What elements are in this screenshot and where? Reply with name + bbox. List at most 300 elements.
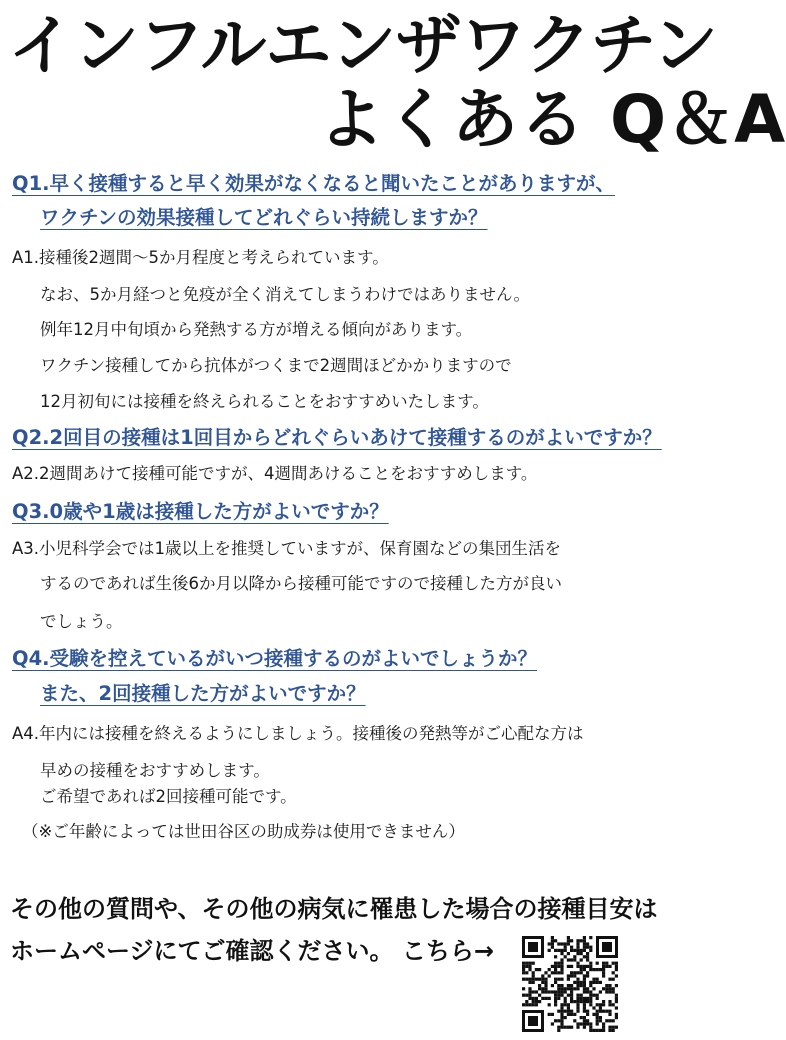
qr-module (586, 1013, 589, 1016)
qr-module (599, 1006, 602, 1009)
qr-module (592, 1013, 595, 1016)
qr-module (580, 965, 583, 968)
qr-module (580, 1000, 583, 1003)
qr-module (576, 962, 579, 965)
qr-module (589, 1003, 592, 1006)
qr-module (592, 968, 595, 971)
qr-module (596, 1022, 599, 1025)
qr-module (564, 990, 567, 993)
qr-module (586, 965, 589, 968)
qr-module (557, 965, 560, 968)
qr-module (528, 994, 531, 997)
qr-module (596, 994, 599, 997)
qr-module (573, 1013, 576, 1016)
qr-module (567, 978, 570, 981)
qr-module (580, 968, 583, 971)
qr-module (592, 981, 595, 984)
qr-module (573, 987, 576, 990)
qr-module (573, 949, 576, 952)
qr-module (583, 981, 586, 984)
qr-module (570, 1010, 573, 1013)
qr-module (570, 939, 573, 942)
qr-module (567, 952, 570, 955)
qr-module (567, 965, 570, 968)
qr-module (541, 997, 544, 1000)
qr-module (564, 1010, 567, 1013)
qr-module (538, 987, 541, 990)
qr-module (589, 1026, 592, 1029)
qr-module (602, 1026, 605, 1029)
qr-module (554, 939, 557, 942)
qr-module (554, 1000, 557, 1003)
qr-module (589, 984, 592, 987)
qr-module (525, 994, 528, 997)
qr-module (551, 936, 554, 939)
qr-module (596, 1013, 599, 1016)
qr-module (528, 997, 531, 1000)
qr-module (586, 942, 589, 945)
qr-module (580, 1016, 583, 1019)
qr-module (522, 965, 525, 968)
qr-module (535, 1000, 538, 1003)
qr-module (567, 1010, 570, 1013)
qr-module (583, 1006, 586, 1009)
qr-module (554, 962, 557, 965)
qr-module (560, 971, 563, 974)
qr-module (532, 981, 535, 984)
qr-module (528, 962, 531, 965)
qr-module (532, 971, 535, 974)
qr-module (528, 1003, 531, 1006)
qr-module (602, 974, 605, 977)
qr-module (557, 1026, 560, 1029)
qr-module (548, 942, 551, 945)
qr-module (551, 965, 554, 968)
qr-module (580, 971, 583, 974)
qr-module (560, 968, 563, 971)
qr-module (532, 997, 535, 1000)
qr-module (544, 971, 547, 974)
qr-module (602, 1029, 605, 1032)
qr-module (560, 978, 563, 981)
qr-module (599, 1029, 602, 1032)
qr-module (583, 1016, 586, 1019)
qr-module (554, 949, 557, 952)
qr-module (605, 990, 608, 993)
qr-module (576, 997, 579, 1000)
qr-module (544, 987, 547, 990)
qr-module (583, 990, 586, 993)
qr-module (528, 968, 531, 971)
qr-module (576, 946, 579, 949)
qr-module (608, 978, 611, 981)
qr-module (576, 965, 579, 968)
qr-module (548, 990, 551, 993)
qr-module (525, 965, 528, 968)
qr-module (525, 971, 528, 974)
qr-module (608, 1003, 611, 1006)
qr-module (554, 1003, 557, 1006)
qr-module (548, 1013, 551, 1016)
qr-module (605, 1019, 608, 1022)
qr-module (586, 1022, 589, 1025)
qr-module (576, 994, 579, 997)
qr-module (586, 971, 589, 974)
qr-module (557, 942, 560, 945)
qr-module (586, 955, 589, 958)
qr-module (551, 939, 554, 942)
qr-module (589, 981, 592, 984)
qr-module (608, 965, 611, 968)
qr-module (608, 1029, 611, 1032)
qr-module (576, 1000, 579, 1003)
qr-module (580, 958, 583, 961)
qr-module (580, 1022, 583, 1025)
qr-module (615, 994, 618, 997)
qr-module (557, 978, 560, 981)
qr-module (557, 994, 560, 997)
qr-module (548, 1003, 551, 1006)
qr-module (538, 984, 541, 987)
qr-module (583, 939, 586, 942)
qr-module (535, 1003, 538, 1006)
qr-module (557, 990, 560, 993)
qr-module (596, 978, 599, 981)
qr-module (576, 1010, 579, 1013)
page-subtitle: よくある Q＆A (318, 81, 786, 158)
qr-module (599, 990, 602, 993)
qr-module (589, 962, 592, 965)
qr-module (570, 1000, 573, 1003)
qr-module (605, 984, 608, 987)
qr-module (548, 968, 551, 971)
qr-module (583, 968, 586, 971)
qr-module (548, 974, 551, 977)
qr-module (570, 990, 573, 993)
answer-4-line-3: ご希望であれば2回接種可能です。 (40, 787, 297, 806)
qr-module (583, 984, 586, 987)
qr-module (570, 987, 573, 990)
qr-module (564, 1000, 567, 1003)
qr-module (541, 974, 544, 977)
qr-module (573, 1019, 576, 1022)
qr-module (580, 984, 583, 987)
qr-module (612, 978, 615, 981)
qr-module (612, 987, 615, 990)
qr-module (592, 994, 595, 997)
qr-module (522, 978, 525, 981)
qr-module (583, 1003, 586, 1006)
qr-module (557, 962, 560, 965)
qr-module (528, 978, 531, 981)
qr-module (589, 968, 592, 971)
qr-module (580, 981, 583, 984)
qr-module (615, 1000, 618, 1003)
question-1-line-1: Q1.早く接種すると早く効果がなくなると聞いたことがありますが、 (12, 172, 616, 195)
answer-1-line-1: A1.接種後2週間〜5か月程度と考えられています。 (12, 248, 389, 267)
qr-module (551, 990, 554, 993)
qr-module (592, 1029, 595, 1032)
qr-module (589, 990, 592, 993)
answer-3-line-2: するのであれば生後6か月以降から接種可能ですので接種した方が良い (40, 574, 562, 593)
qr-module (554, 990, 557, 993)
qr-module (596, 1010, 599, 1013)
qr-module (560, 1010, 563, 1013)
question-3: Q3.0歳や1歳は接種した方がよいですか？ (12, 500, 389, 523)
qr-module (583, 949, 586, 952)
qr-module (528, 990, 531, 993)
qr-module (567, 942, 570, 945)
qr-module (525, 978, 528, 981)
qr-module (570, 997, 573, 1000)
qr-module (608, 987, 611, 990)
qr-module (576, 952, 579, 955)
qr-module (560, 994, 563, 997)
qr-module (602, 1010, 605, 1013)
answer-1-line-4: ワクチン接種してから抗体がつくまで2週間ほどかかりますので (40, 356, 512, 375)
qr-module (551, 1022, 554, 1025)
qr-module (612, 962, 615, 965)
qr-module (583, 936, 586, 939)
qr-module (592, 978, 595, 981)
qr-module (522, 971, 525, 974)
qr-module (576, 942, 579, 945)
qr-module (544, 990, 547, 993)
qr-module (586, 990, 589, 993)
qr-module (573, 981, 576, 984)
qr-module (570, 946, 573, 949)
qr-module (602, 1003, 605, 1006)
qr-module (573, 974, 576, 977)
qr-module (583, 946, 586, 949)
question-4-line-2: また、2回接種した方がよいですか？ (40, 682, 366, 705)
qr-module (560, 1026, 563, 1029)
qr-module (615, 962, 618, 965)
qr-module (570, 994, 573, 997)
qr-module (583, 1026, 586, 1029)
qr-module (580, 994, 583, 997)
qr-module (548, 949, 551, 952)
qr-module (560, 1016, 563, 1019)
qr-module (576, 987, 579, 990)
qr-module (608, 1013, 611, 1016)
question-4-line-1: Q4.受験を控えているがいつ接種するのがよいでしょうか？ (12, 647, 538, 670)
qr-module (532, 1003, 535, 1006)
qr-module (557, 1010, 560, 1013)
qr-module (532, 962, 535, 965)
qr-module (605, 962, 608, 965)
qr-module (589, 949, 592, 952)
qr-module (567, 958, 570, 961)
qr-module (580, 997, 583, 1000)
answer-3-line-3: でしょう。 (40, 612, 123, 631)
qr-module (589, 994, 592, 997)
qr-module (541, 978, 544, 981)
qr-module (583, 1000, 586, 1003)
qr-module (586, 958, 589, 961)
qr-module (567, 1006, 570, 1009)
qr-module (615, 974, 618, 977)
qr-module (596, 1003, 599, 1006)
qr-module (599, 1010, 602, 1013)
qr-module (564, 987, 567, 990)
qr-module (567, 1026, 570, 1029)
qr-module (564, 997, 567, 1000)
qr-module (589, 965, 592, 968)
qr-module (554, 968, 557, 971)
qr-finder-bottom-left (522, 1010, 544, 1032)
qr-module (560, 1019, 563, 1022)
qr-module (602, 1000, 605, 1003)
qr-module (541, 981, 544, 984)
qr-module (580, 952, 583, 955)
qr-module (554, 971, 557, 974)
qr-module (599, 1003, 602, 1006)
qr-module (576, 939, 579, 942)
qr-module (554, 981, 557, 984)
qr-module (532, 978, 535, 981)
qr-module (589, 997, 592, 1000)
qr-module (612, 1029, 615, 1032)
qr-module (544, 981, 547, 984)
qr-module (615, 965, 618, 968)
qr-module (560, 1003, 563, 1006)
qr-module (612, 990, 615, 993)
qr-module (583, 955, 586, 958)
qr-module (589, 936, 592, 939)
qr-module (583, 1022, 586, 1025)
qr-module (560, 958, 563, 961)
qr-module (567, 984, 570, 987)
qr-module (551, 984, 554, 987)
qr-module (525, 1000, 528, 1003)
footer-line-1: その他の質問や、その他の病気に罹患した場合の接種目安は (10, 895, 658, 923)
qr-module (576, 1026, 579, 1029)
qr-module (615, 1013, 618, 1016)
qr-module (576, 1006, 579, 1009)
qr-module (599, 1016, 602, 1019)
qr-module (589, 1022, 592, 1025)
qr-module (564, 955, 567, 958)
qr-module (599, 968, 602, 971)
qr-module (522, 962, 525, 965)
qr-module (570, 971, 573, 974)
qr-module (570, 958, 573, 961)
qr-module (580, 939, 583, 942)
qr-module (602, 1022, 605, 1025)
qr-module (535, 968, 538, 971)
qr-module (541, 990, 544, 993)
qr-module (586, 987, 589, 990)
qr-module (564, 946, 567, 949)
qr-module (522, 994, 525, 997)
qr-module (564, 1016, 567, 1019)
qr-module (560, 952, 563, 955)
answer-4-line-1: A4.年内には接種を終えるようにしましょう。接種後の発熱等がご心配な方は (12, 724, 584, 743)
qr-module (564, 1026, 567, 1029)
qr-module (583, 1010, 586, 1013)
subsidy-note: （※ご年齢によっては世田谷区の助成券は使用できません） (22, 822, 465, 841)
qr-module (554, 965, 557, 968)
qr-module (570, 984, 573, 987)
qr-module (525, 1003, 528, 1006)
qr-module (544, 984, 547, 987)
qr-module (548, 997, 551, 1000)
qr-module (570, 949, 573, 952)
answer-1-line-5: 12月初旬には接種を終えられることをおすすめいたします。 (40, 392, 489, 411)
qr-module (576, 1022, 579, 1025)
qr-finder-top-left (522, 936, 544, 958)
qr-module (554, 978, 557, 981)
qr-module (560, 990, 563, 993)
qr-module (528, 965, 531, 968)
qr-module (551, 971, 554, 974)
qr-module (589, 946, 592, 949)
qr-module (567, 974, 570, 977)
qr-module (544, 978, 547, 981)
qr-module (567, 1003, 570, 1006)
qr-module (557, 1019, 560, 1022)
qr-module (570, 965, 573, 968)
qr-module (567, 994, 570, 997)
qr-module (554, 955, 557, 958)
qr-module (567, 936, 570, 939)
qr-module (605, 1010, 608, 1013)
question-2: Q2.2回目の接種は1回目からどれぐらいあけて接種するのがよいですか？ (12, 426, 662, 449)
qr-module (551, 1013, 554, 1016)
qr-module (532, 974, 535, 977)
qr-module (567, 987, 570, 990)
qr-module (602, 971, 605, 974)
answer-4-line-2: 早めの接種をおすすめします。 (40, 761, 270, 780)
qr-module (602, 965, 605, 968)
qr-module (557, 987, 560, 990)
qr-module (592, 987, 595, 990)
qr-module (580, 949, 583, 952)
qr-code[interactable] (520, 934, 620, 1034)
page-title: インフルエンザワクチン (8, 7, 718, 84)
qr-module (608, 1019, 611, 1022)
qr-module (586, 1000, 589, 1003)
qr-module (538, 968, 541, 971)
qr-module (560, 1022, 563, 1025)
qr-module (522, 968, 525, 971)
qr-finder-top-right (596, 936, 618, 958)
qr-module (522, 1003, 525, 1006)
qr-module (560, 984, 563, 987)
qr-module (570, 1026, 573, 1029)
qr-module (586, 952, 589, 955)
qr-module (573, 1000, 576, 1003)
qr-module (586, 997, 589, 1000)
qr-module (615, 1026, 618, 1029)
qr-module (554, 1019, 557, 1022)
qr-module (554, 997, 557, 1000)
qr-module (589, 1029, 592, 1032)
qr-module (583, 965, 586, 968)
qr-module (557, 949, 560, 952)
qr-module (589, 1000, 592, 1003)
qr-module (583, 978, 586, 981)
qr-module (528, 987, 531, 990)
question-1-line-2: ワクチンの効果接種してどれぐらい持続しますか？ (40, 206, 488, 229)
qr-module (586, 1019, 589, 1022)
answer-1-line-3: 例年12月中旬頃から発熱する方が増える傾向があります。 (40, 320, 473, 339)
qr-module (596, 1019, 599, 1022)
footer-line-2: ホームページにてご確認ください。 こちら→ (10, 937, 494, 965)
qr-module (586, 974, 589, 977)
qr-module (557, 971, 560, 974)
